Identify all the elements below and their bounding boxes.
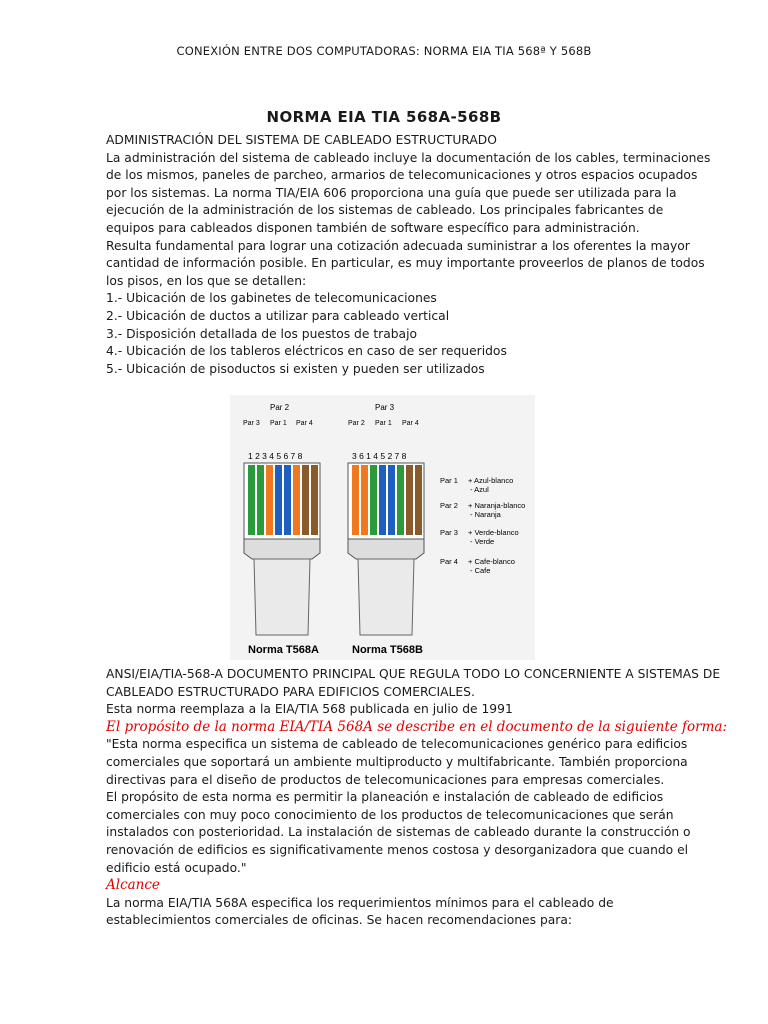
legend-pair: Par 1 bbox=[440, 476, 458, 485]
text-line: comerciales que soportará un ambiente multiproducto y multifabricante. También proporciona bbox=[106, 754, 688, 769]
text-line: ejecución de la administración de los sistemas de cableado. Los principales fabricantes de bbox=[106, 203, 664, 218]
wire bbox=[361, 465, 368, 535]
text-line: equipos para cableados disponen también de software específico para administración. bbox=[106, 220, 640, 235]
text-line: La administración del sistema de cableado incluye la documentación de los cables, terminaciones bbox=[106, 150, 711, 165]
text-line: comerciales con muy poco conocimiento de los productos de telecomunicaciones que serán bbox=[106, 807, 674, 822]
wire bbox=[388, 465, 395, 535]
list-item: 1.- Ubicación de los gabinetes de telecomunicaciones bbox=[106, 291, 437, 306]
pin-numbers: 3 6 1 4 5 2 7 8 bbox=[352, 451, 407, 461]
text-line: instalados con posterioridad. La instalación de sistemas de cableado durante la construcción o bbox=[106, 825, 691, 840]
legend-pair: Par 2 bbox=[440, 501, 458, 510]
pair-label: Par 2 bbox=[348, 420, 365, 427]
legend-pair: Par 3 bbox=[440, 528, 458, 537]
section-body bbox=[106, 150, 711, 379]
pair-label: Par 4 bbox=[402, 420, 419, 427]
text-line: El propósito de esta norma es permitir la planeación e instalación de cableado de edificios bbox=[106, 790, 664, 805]
text-line: ANSI/EIA/TIA-568-A DOCUMENTO PRINCIPAL QUE REGULA TODO LO CONCERNIENTE A SISTEMAS DE bbox=[106, 667, 721, 681]
cable-jacket bbox=[358, 559, 414, 635]
legend-plus: + Azul-blanco bbox=[468, 476, 514, 485]
figure-caption: Norma T568A bbox=[248, 644, 319, 656]
document-title: NORMA EIA TIA 568A-568B bbox=[266, 108, 502, 126]
rj45-wiring-diagram bbox=[230, 395, 535, 660]
wire bbox=[257, 465, 264, 535]
wire bbox=[379, 465, 386, 535]
scope-heading: Alcance bbox=[106, 877, 160, 894]
text-line: por los sistemas. La norma TIA/EIA 606 proporciona una guía que puede ser utilizada para la bbox=[106, 185, 677, 200]
text-line: Esta norma reemplaza a la EIA/TIA 568 publicada en julio de 1991 bbox=[106, 702, 513, 717]
connector-boot bbox=[244, 539, 320, 559]
text-line: Resulta fundamental para lograr una cotización adecuada suministrar a los oferentes la mayor bbox=[106, 238, 690, 253]
list-item: 3.- Disposición detallada de los puestos de trabajo bbox=[106, 326, 418, 341]
pair-label: Par 4 bbox=[296, 420, 313, 427]
pair-label: Par 3 bbox=[375, 403, 395, 412]
pair-label: Par 3 bbox=[243, 420, 260, 427]
wire bbox=[370, 465, 377, 535]
text-line: cantidad de información posible. En particular, es muy importante proveerlos de planos de todos bbox=[106, 256, 705, 271]
text-line: directivas para el diseño de productos de telecomunicaciones para empresas comerciales. bbox=[106, 772, 665, 787]
list-item: 4.- Ubicación de los tableros eléctricos en caso de ser requeridos bbox=[106, 344, 507, 359]
cable-jacket bbox=[254, 559, 310, 635]
legend-plus: + Naranja-blanco bbox=[468, 501, 526, 510]
section-heading: ADMINISTRACIÓN DEL SISTEMA DE CABLEADO ESTRUCTURADO bbox=[106, 133, 497, 147]
legend-minus: - Naranja bbox=[470, 510, 501, 519]
pair-label: Par 1 bbox=[375, 420, 392, 427]
list-item: 5.- Ubicación de pisoductos si existen y pueden ser utilizados bbox=[106, 361, 485, 376]
page-header: CONEXIÓN ENTRE DOS COMPUTADORAS: NORMA EIA TIA 568ª Y 568B bbox=[176, 44, 592, 58]
legend-minus: - Azul bbox=[470, 485, 489, 494]
wire bbox=[275, 465, 282, 535]
wire bbox=[266, 465, 273, 535]
text-line: renovación de edificios es significativamente menos costosa y desorganizadora que cuando el bbox=[106, 842, 689, 857]
text-line: establecimientos comerciales de oficinas. Se hacen recomendaciones para: bbox=[106, 913, 573, 928]
purpose-heading: El propósito de la norma EIA/TIA 568A se describe en el documento de la siguiente forma: bbox=[106, 718, 728, 735]
wire bbox=[406, 465, 413, 535]
wire bbox=[248, 465, 255, 535]
text-line: CABLEADO ESTRUCTURADO PARA EDIFICIOS COMERCIALES. bbox=[106, 684, 475, 699]
text-line: los pisos, en los que se detallen: bbox=[106, 273, 307, 288]
text-line: de los mismos, paneles de parcheo, armarios de telecomunicaciones y otros espacios ocupados bbox=[106, 168, 698, 183]
section-administration bbox=[106, 132, 711, 378]
list-item: 2.- Ubicación de ductos a utilizar para cableado vertical bbox=[106, 308, 450, 323]
text-line: "Esta norma especifica un sistema de cableado de telecomunicaciones genérico para edificios bbox=[106, 737, 688, 752]
legend-minus: - Cafe bbox=[470, 566, 491, 575]
legend-minus: - Verde bbox=[470, 537, 495, 546]
wire bbox=[302, 465, 309, 535]
wire bbox=[352, 465, 359, 535]
text-line: edificio está ocupado." bbox=[106, 860, 247, 875]
wire bbox=[415, 465, 422, 535]
pair-label: Par 2 bbox=[270, 403, 290, 412]
wire bbox=[293, 465, 300, 535]
pin-numbers: 1 2 3 4 5 6 7 8 bbox=[248, 451, 303, 461]
wire bbox=[311, 465, 318, 535]
legend-plus: + Cafe-blanco bbox=[468, 557, 515, 566]
legend-plus: + Verde-blanco bbox=[468, 528, 519, 537]
connector-boot bbox=[348, 539, 424, 559]
text-line: La norma EIA/TIA 568A especifica los requerimientos mínimos para el cableado de bbox=[106, 895, 614, 910]
pair-label: Par 1 bbox=[270, 420, 287, 427]
section-ansi bbox=[106, 666, 728, 930]
figure-caption: Norma T568B bbox=[352, 644, 423, 656]
wire bbox=[397, 465, 404, 535]
legend-pair: Par 4 bbox=[440, 557, 458, 566]
wire bbox=[284, 465, 291, 535]
